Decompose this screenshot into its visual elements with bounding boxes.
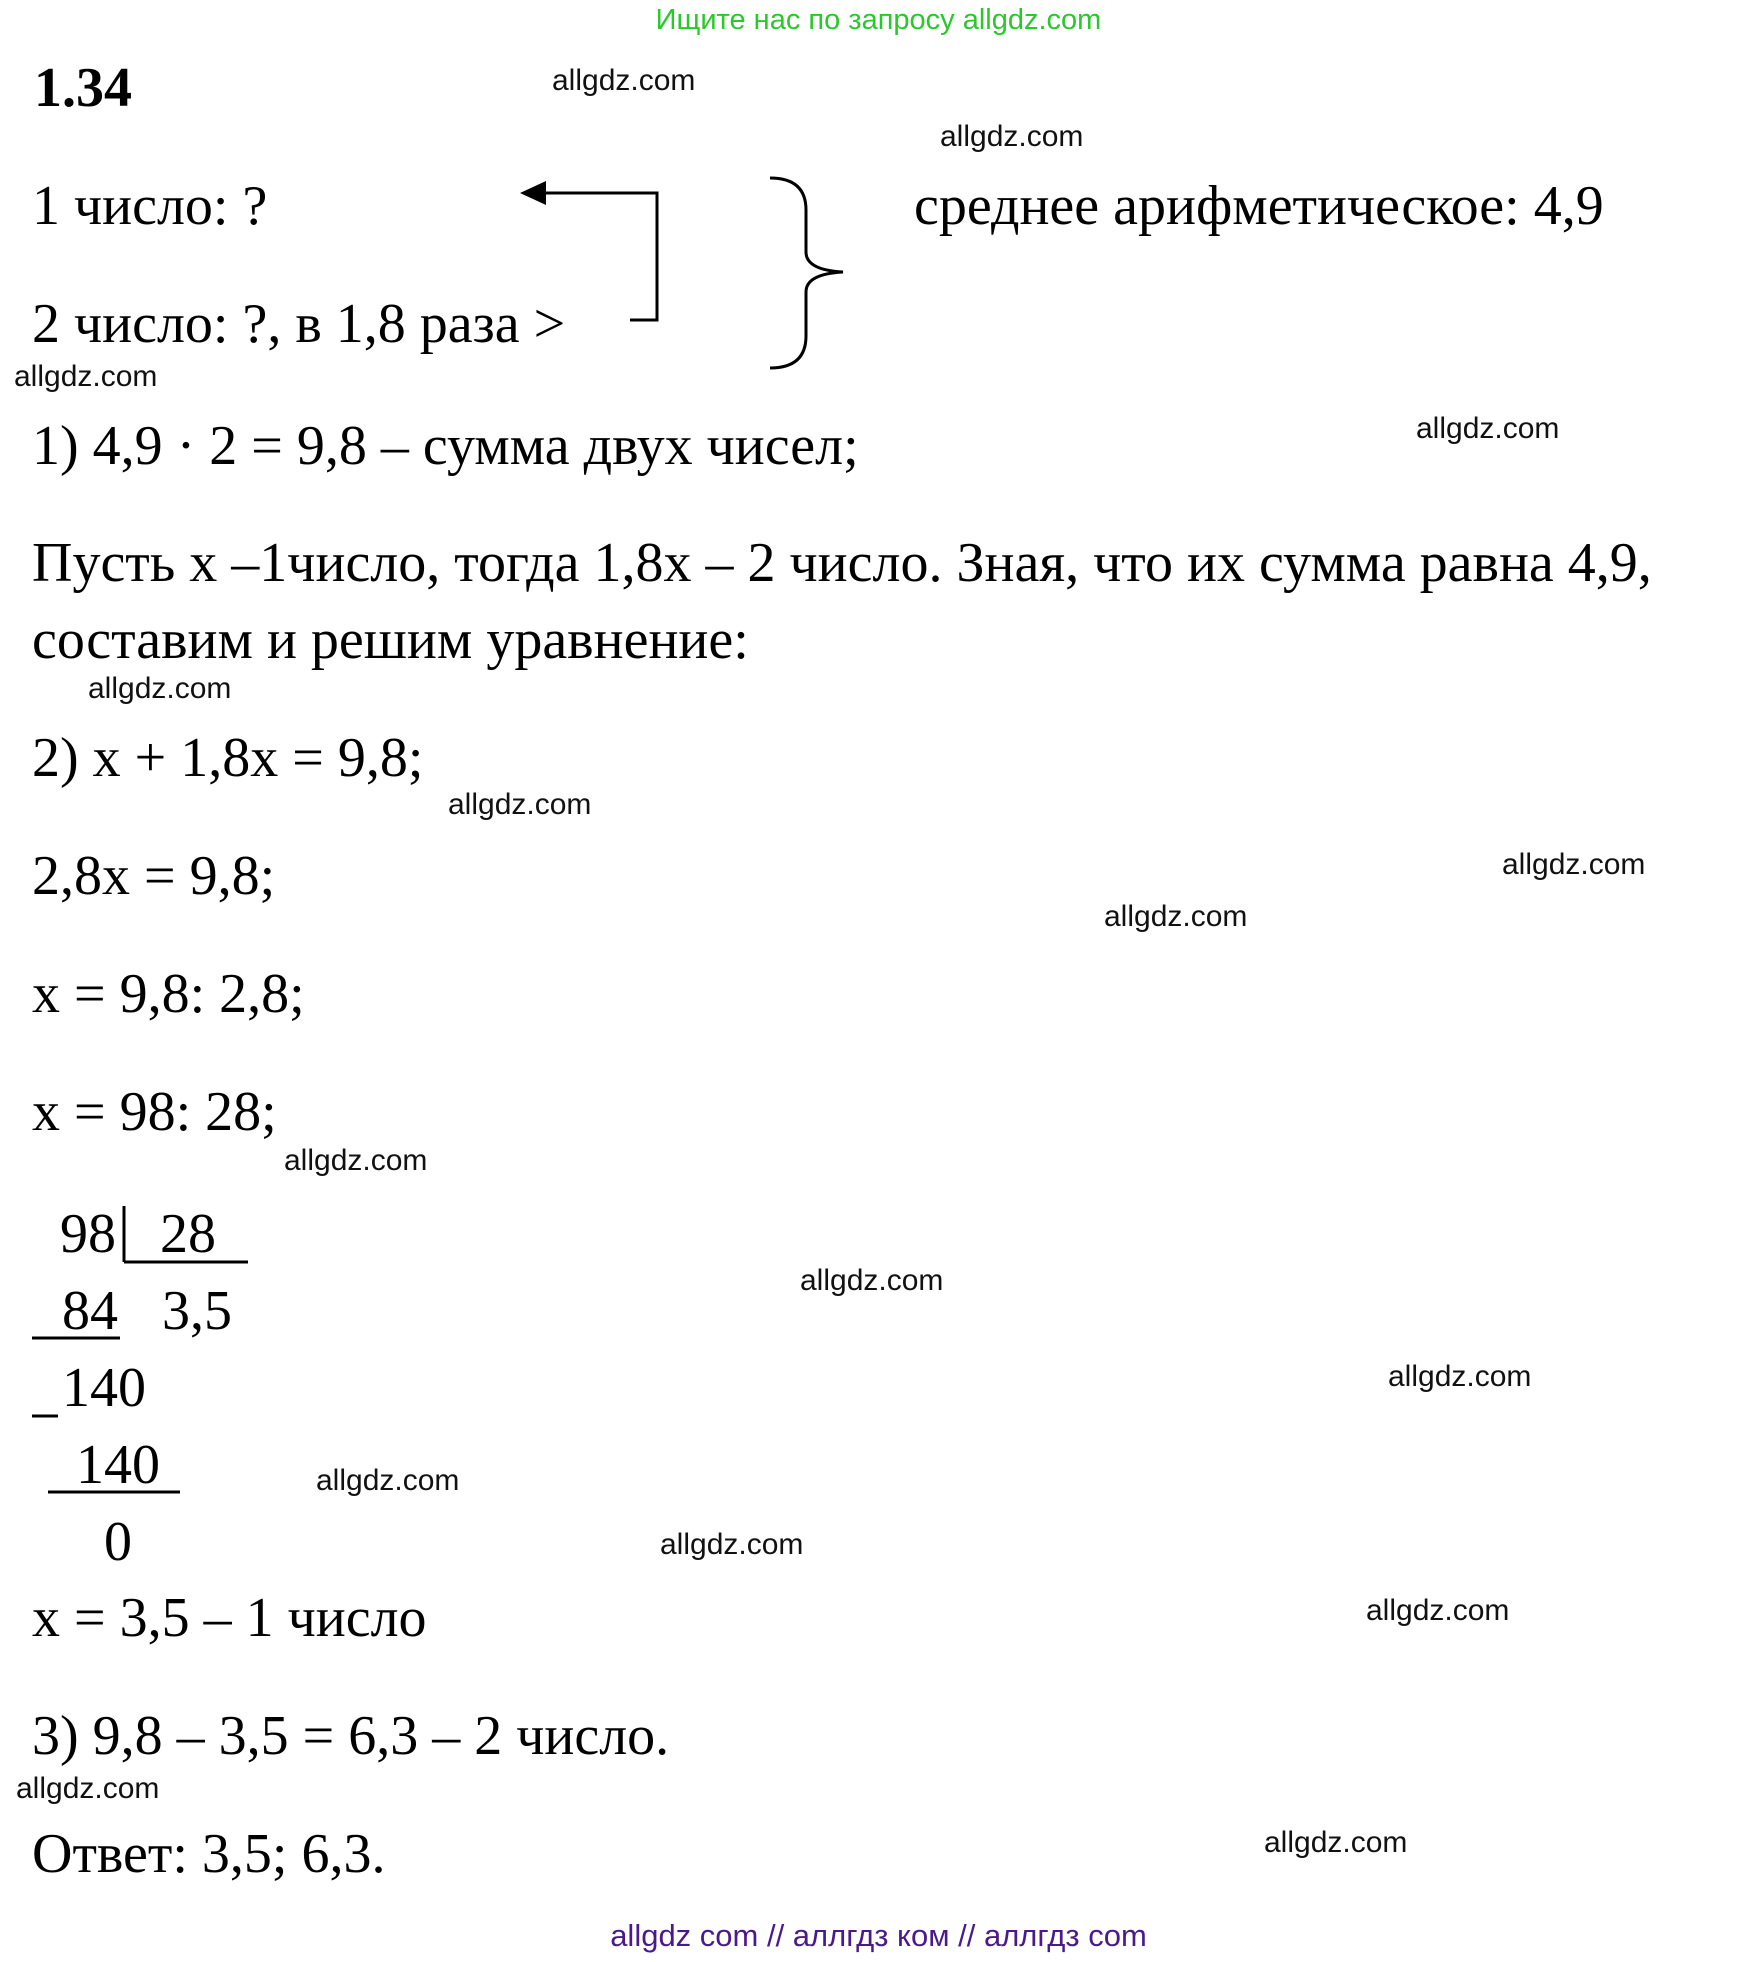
top-banner: Ищите нас по запросу allgdz.com [655,4,1102,36]
watermark: allgdz.com [16,1772,160,1805]
watermark: allgdz.com [800,1264,944,1297]
watermark: allgdz.com [316,1464,460,1497]
watermark: allgdz.com [1104,900,1248,933]
watermark: allgdz.com [88,672,232,705]
division-dividend: 98 [60,1203,116,1265]
step-1: 1) 4,9 · 2 = 9,8 – сумма двух чисел; [32,415,859,477]
division-divisor: 28 [160,1203,216,1265]
intro-line-1: Пусть х –1число, тогда 1,8х – 2 число. Зная, что их сумма равна 4,9, [32,532,1652,594]
problem-number: 1.34 [34,57,132,119]
watermark: allgdz.com [1388,1360,1532,1393]
watermark: allgdz.com [552,64,696,97]
division-subtract-1: 84 [62,1280,118,1342]
equation-2: х = 9,8: 2,8; [32,963,305,1025]
result-1: х = 3,5 – 1 число [32,1587,427,1649]
step-2: 2) х + 1,8х = 9,8; [32,727,424,789]
condition-line-2: 2 число: ?, в 1,8 раза > [32,293,566,355]
watermark: allgdz.com [1416,412,1560,445]
condition-summary: среднее арифметическое: 4,9 [914,175,1604,237]
watermark: allgdz.com [448,788,592,821]
equation-1: 2,8х = 9,8; [32,845,276,907]
watermark: allgdz.com [1264,1826,1408,1859]
watermark: allgdz.com [660,1528,804,1561]
step-3: 3) 9,8 – 3,5 = 6,3 – 2 число. [32,1705,670,1767]
division-quotient: 3,5 [162,1280,232,1342]
answer: Ответ: 3,5; 6,3. [32,1823,386,1885]
intro-line-2: составим и решим уравнение: [32,609,749,671]
bottom-banner: allgdz com // аллгдз ком // аллгдз com [610,1918,1147,1953]
division-subtract-2: 140 [76,1434,160,1496]
watermark: allgdz.com [14,360,158,393]
watermark: allgdz.com [940,120,1084,153]
condition-line-1: 1 число: ? [32,175,268,237]
watermark: allgdz.com [284,1144,428,1177]
equation-3: х = 98: 28; [32,1081,277,1143]
watermark: allgdz.com [1366,1594,1510,1627]
division-remainder-1: 140 [62,1357,146,1419]
division-remainder: 0 [104,1511,132,1573]
watermark: allgdz.com [1502,848,1646,881]
